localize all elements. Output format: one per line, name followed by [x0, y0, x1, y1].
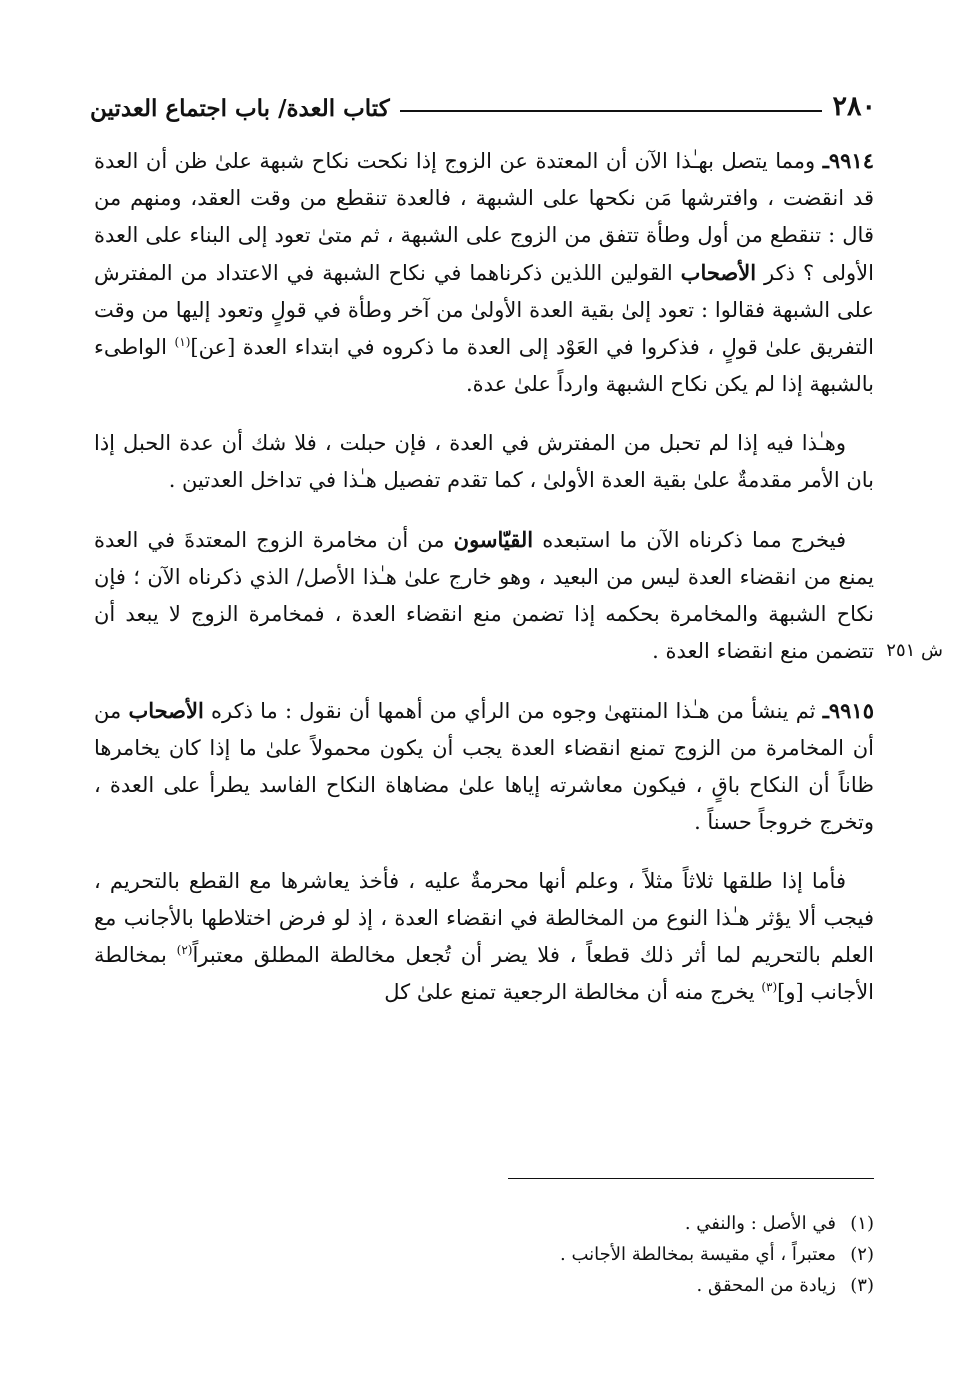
- footnote: [400, 1239, 874, 1270]
- footnote-marker: (١): [174, 335, 191, 349]
- paragraph-text: فيخرج مما ذكرناه الآن ما استبعده: [533, 528, 846, 552]
- paragraph: [94, 425, 874, 499]
- paragraph-text: فأما إذا طلقها ثلاثاً مثلاً ، وعلم أنها محرمةٌ عليه ، فأخذ يعاشرها مع القطع بالتحريم ، فيجب ألا يؤثر هـٰذا النوع من المخالطة في انقضاء العدة ، إذ لو فرض اختلاطها بالأجانب مع العلم بالتحريم لما أثر ذلك قطعاً ، فلا يضر أن تُجعل مخالطة المطلق معتبراً: [94, 869, 874, 967]
- paragraph-text: الواطىء بالشبهة إذا لم يكن نكاح الشبهة وارداً علىٰ عدة.: [94, 335, 874, 396]
- emphasis-term: الأصحاب: [128, 698, 204, 723]
- footnote: [400, 1208, 874, 1239]
- paragraph-text: ومما يتصل بهـٰذا الآن أن المعتدة عن الزوج إذا نكحت نكاح شبهة علىٰ ظن أن العدة قد انقضت ، وافترشها مَن نكحها على الشبهة ، فالعدة تنقطع من وقت العقد، ومنهم من قال : تنقطع من أول وطأة تتفق من الزوج على الشبهة ، ثم متىٰ تعود إلى البناء على العدة الأولى ؟ ذكر: [94, 149, 874, 285]
- footnotes: [400, 1208, 874, 1301]
- page-header: [90, 78, 876, 120]
- emphasis-term: الأصحاب: [680, 260, 757, 285]
- footnote-rule: [508, 1178, 874, 1179]
- footnote-number: (٣): [850, 1275, 874, 1296]
- paragraph-number: ٩٩١٥ـ: [822, 698, 874, 723]
- paragraph-text: القولين اللذين ذكرناهما في نكاح الشبهة في الاعتداد من المفترش على الشبهة فقالوا : تعود إلىٰ بقية العدة الأولىٰ من آخر وطأة في قولٍ وتعود إليها من وقت التفريق علىٰ قولٍ ، فذكروا في العَوْد إلى العدة ما ذكروه في ابتداء العدة [عن]: [94, 261, 874, 359]
- footnote-marker: (٢): [176, 943, 193, 957]
- paragraph: [94, 863, 874, 1011]
- margin-note: ش ٢٥١: [886, 640, 943, 661]
- paragraph-number: ٩٩١٤ـ: [822, 148, 874, 173]
- footnote-text: زيادة من المحقق .: [696, 1275, 836, 1296]
- paragraph-text: من أن المخامرة من الزوج تمنع انقضاء العدة يجب أن يكون محمولاً علىٰ ما إذا كان يخامرها ظاناً أن النكاح باقٍ ، فيكون معاشرته إياها علىٰ مضاهاة النكاح الفاسد يطرأ على العدة ، وتخرج خروجاً حسناً .: [94, 699, 874, 834]
- main-text: [94, 142, 874, 1033]
- footnote: [400, 1270, 874, 1301]
- footnote-marker: (٣): [761, 980, 778, 994]
- header-rule: [400, 110, 823, 112]
- footnote-text: معتبراً ، أي مقيسة بمخالطة الأجانب .: [560, 1244, 836, 1265]
- running-title: كتاب العدة/ باب اجتماع العدتين: [90, 95, 390, 122]
- page-number: ٢٨٠: [832, 91, 876, 122]
- footnote-number: (٢): [850, 1244, 874, 1265]
- paragraph-text: وهـٰذا فيه إذا لم تحبل من المفترش في العدة ، فإن حبلت ، فلا شك أن عدة الحبل إذا بان الأمر مقدمةٌ علىٰ بقية العدة الأولىٰ ، كما تقدم تفصيل هـٰذا في تداخل العدتين .: [94, 431, 874, 492]
- paragraph: [94, 521, 874, 670]
- footnote-text: في الأصل : والنفي .: [684, 1213, 836, 1234]
- emphasis-term: القيّاسون: [453, 527, 534, 552]
- footnote-number: (١): [850, 1213, 874, 1234]
- paragraph-9915: [94, 692, 874, 841]
- paragraph-text: بمخالطة الأجانب [و]: [94, 943, 874, 1004]
- paragraph-text: من أن مخامرة الزوج المعتدةَ في العدة يمنع من انقضاء العدة ليس من البعيد ، وهو خارج علىٰ هـٰذا الأصل/ الذي ذكرناه الآن ؛ فإن نكاح الشبهة والمخامرة بحكمه إذا تضمن منع انقضاء العدة ، فمخامرة الزوج لا يبعد أن تتضمن منع انقضاء العدة .: [94, 528, 874, 663]
- paragraph-text: ثم ينشأ من هـٰذا المنتهىٰ وجوه من الرأي من أهمها أن نقول : ما ذكره: [203, 699, 823, 723]
- paragraph-9914: [94, 142, 874, 403]
- paragraph-text: يخرج منه أن مخالطة الرجعية تمنع علىٰ كل: [384, 980, 762, 1004]
